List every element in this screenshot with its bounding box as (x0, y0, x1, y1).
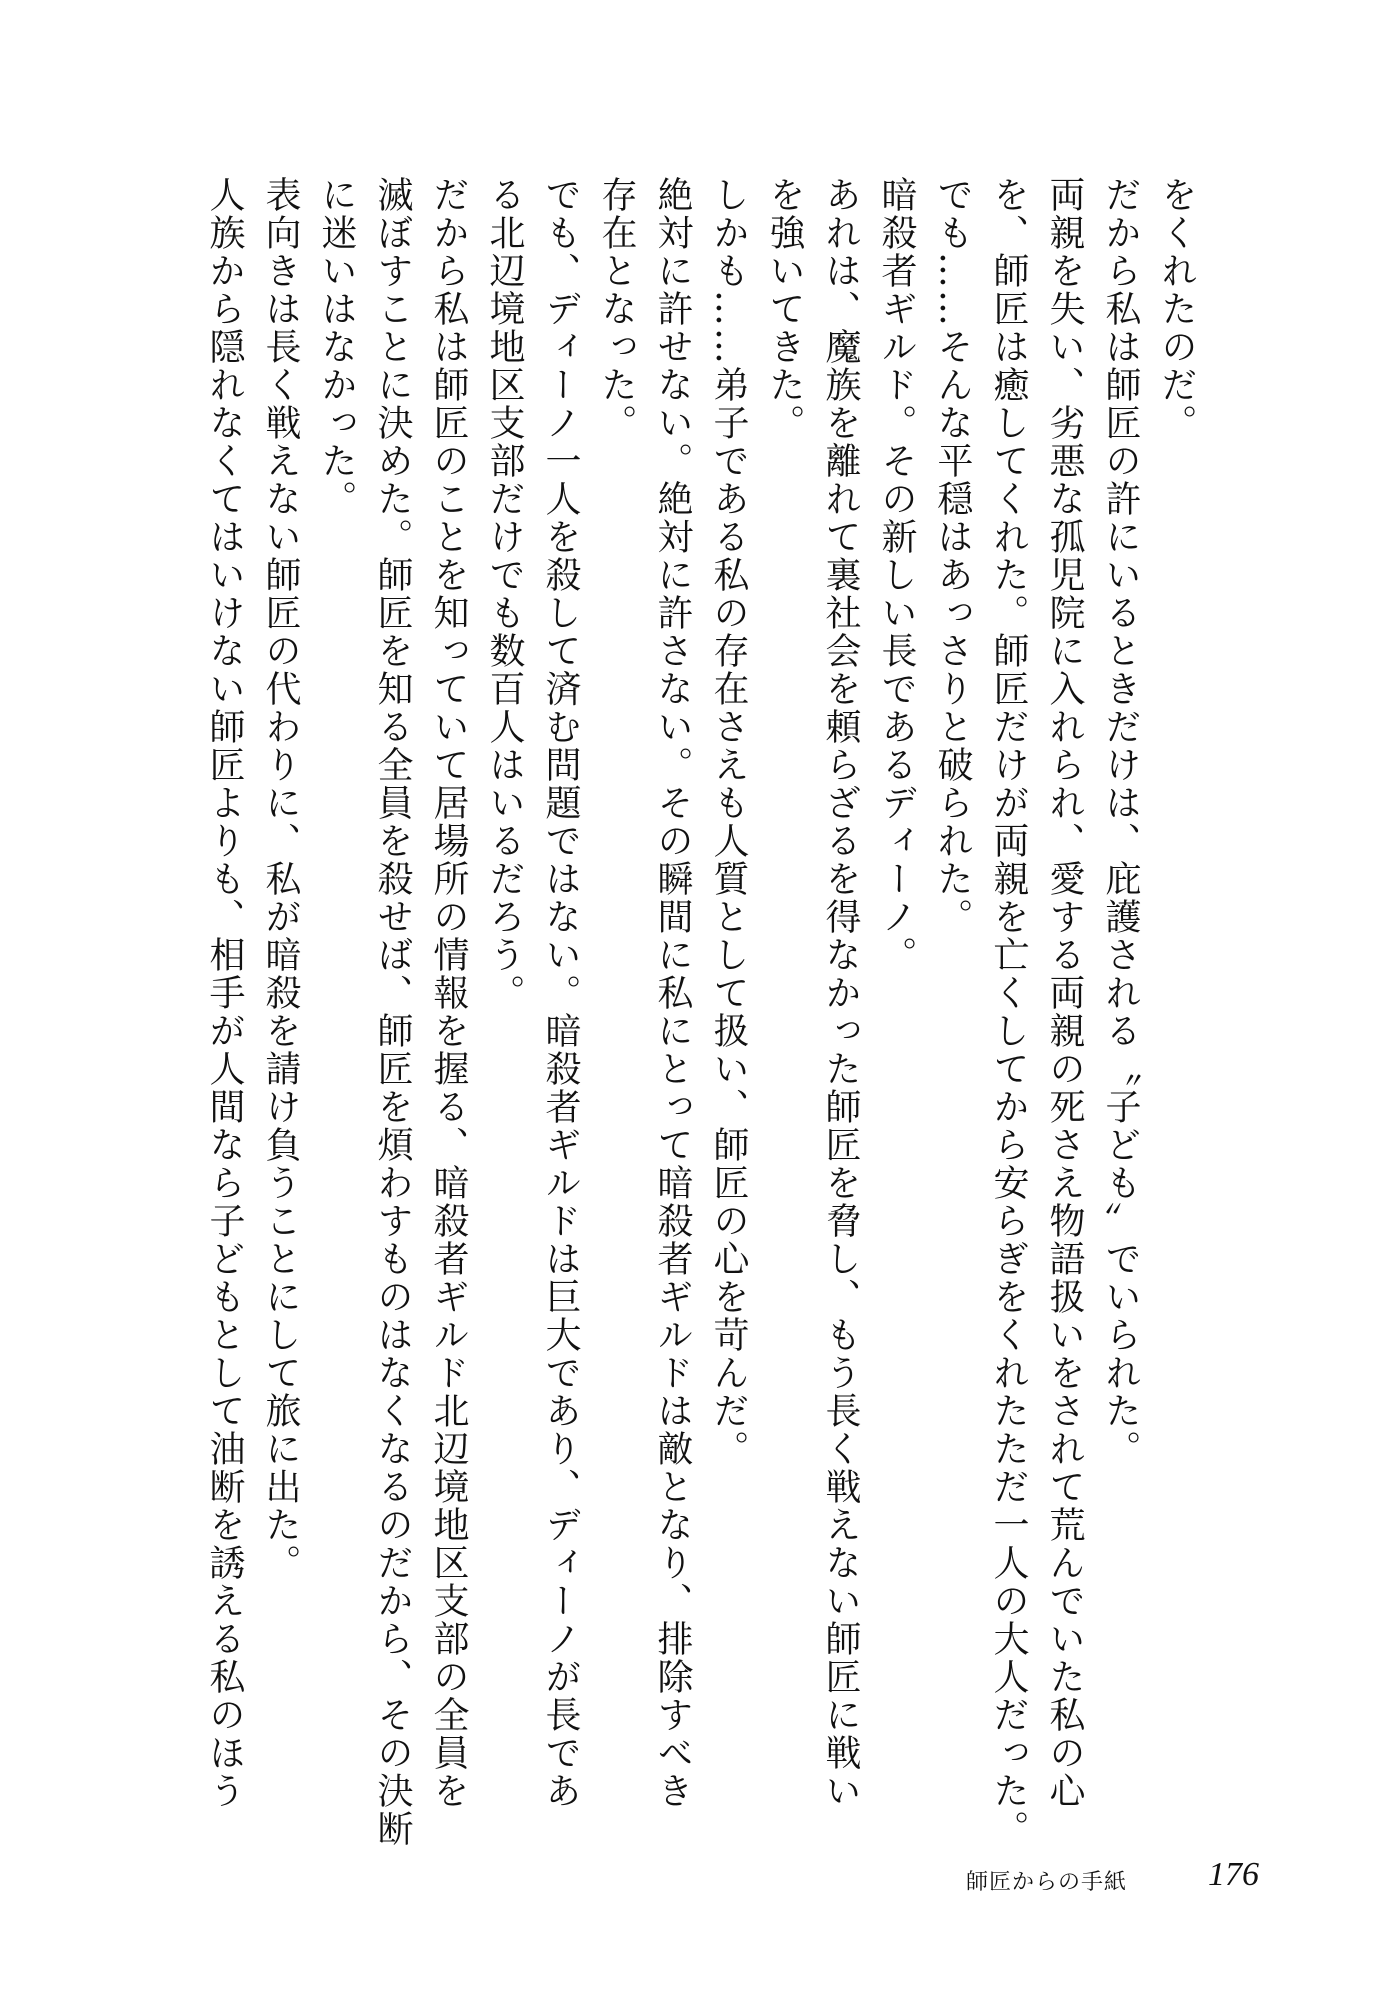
paragraph-line: だから私は師匠のことを知っていて居場所の情報を握る、暗殺者ギルド北辺境地区支部の全員を (428, 176, 469, 1810)
paragraph-line: に迷いはなかった。 (316, 176, 357, 518)
paragraph-line: 存在となった。 (596, 176, 637, 442)
paragraph-line: 両親を失い、劣悪な孤児院に入れられ、愛する両親の死さえ物語扱いをされて荒んでいた私の心 (1044, 176, 1085, 1810)
paragraph-line: を、師匠は癒してくれた。師匠だけが両親を亡くしてから安らぎをくれたただ一人の大人だった。 (988, 176, 1029, 1848)
paragraph-line: だから私は師匠の許にいるときだけは、庇護される〝子ども〟でいられた。 (1100, 176, 1141, 1468)
paragraph-line: 滅ぼすことに決めた。師匠を知る全員を殺せば、師匠を煩わすものはなくなるのだから、その決断 (372, 176, 413, 1848)
paragraph-line: あれは、魔族を離れて裏社会を頼らざるを得なかった師匠を脅し、もう長く戦えない師匠に戦い (820, 176, 861, 1810)
paragraph-line: る北辺境地区支部だけでも数百人はいるだろう。 (484, 176, 525, 1012)
paragraph-line: 暗殺者ギルド。その新しい長であるディーノ。 (876, 176, 917, 974)
paragraph-line: をくれたのだ。 (1156, 176, 1197, 442)
paragraph-line: 表向きは長く戦えない師匠の代わりに、私が暗殺を請け負うことにして旅に出た。 (260, 176, 301, 1582)
paragraph-line: でも、ディーノ一人を殺して済む問題ではない。暗殺者ギルドは巨大であり、ディーノが長であ (540, 176, 581, 1810)
paragraph-line: 人族から隠れなくてはいけない師匠よりも、相手が人間なら子どもとして油断を誘える私のほう (204, 176, 245, 1810)
body-text (196, 176, 1204, 1848)
running-footer-title: 師匠からの手紙 (966, 1870, 1128, 1895)
paragraph-line: を強いてきた。 (764, 176, 805, 442)
page-number: 176 (1208, 1856, 1259, 1893)
paragraph-line: でも……そんな平穏はあっさりと破られた。 (932, 176, 973, 936)
paragraph-line: しかも……弟子である私の存在さえも人質として扱い、師匠の心を苛んだ。 (708, 176, 749, 1468)
paragraph-line: 絶対に許せない。絶対に許さない。その瞬間に私にとって暗殺者ギルドは敵となり、排除すべき (652, 176, 693, 1810)
